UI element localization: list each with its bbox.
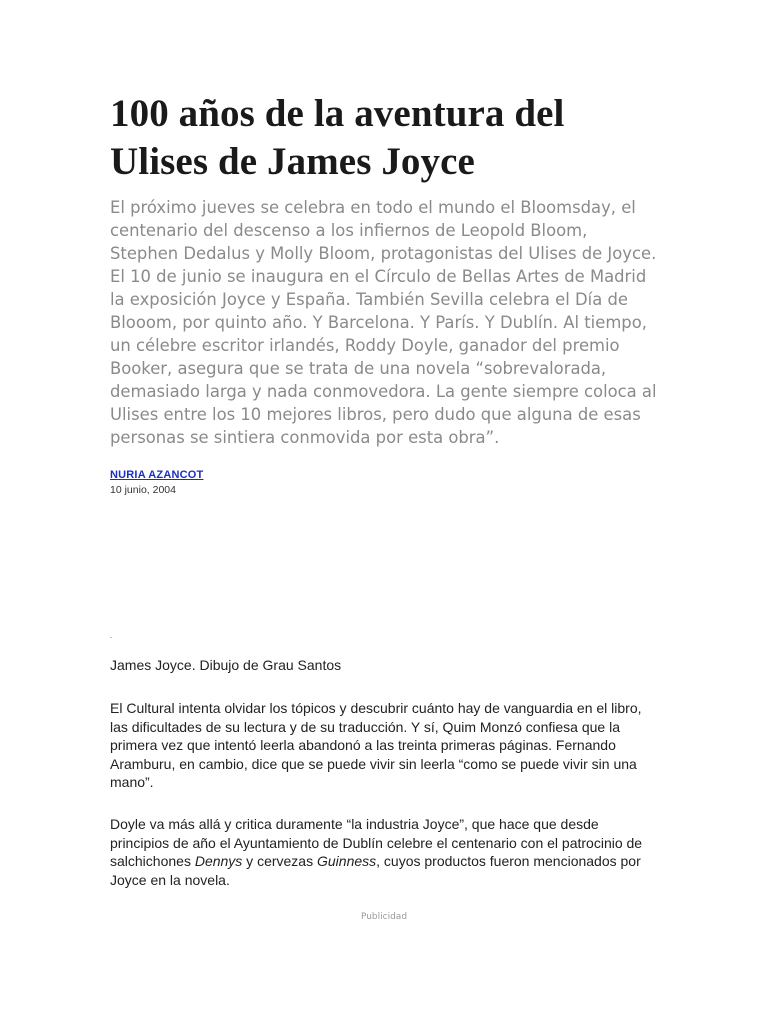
publish-date: 10 junio, 2004 [110,484,176,496]
body-paragraph [110,815,655,889]
body-paragraph: El Cultural intenta olvidar los tópicos y descubrir cuánto hay de vanguardia en el libro, las dificultades de su lectura y de su traducción. Y sí, Quim Monzó confiesa que la primera vez que intentó leerla abandonó a las treinta primeras páginas. Fernando Aramburu, en cambio, dice que se puede vivir sin leerla “como se puede vivir sin una mano”. [110,700,642,791]
article-lede: El próximo jueves se celebra en todo el mundo el Bloomsday, el centenario del descenso a los infiernos de Leopold Bloom, Stephen Dedalus y Molly Bloom, protagonistas del Ulises de Joyce. El 10 de junio se inaugura en el Círculo de Bellas Artes de Madrid la exposición Joyce y España. También Sevilla celebra el Día de Blooom, por quinto año. Y Barcelona. Y París. Y Dublín. Al tiempo, un célebre escritor irlandés, Roddy Doyle, ganador del premio Booker, asegura que se trata de una novela “sobrevalorada, demasiado larga y nada conmovedora. La gente siempre coloca al Ulises entre los 10 mejores libros, pero dudo que alguna de esas personas se sintiera conmovida por esta obra”. [110,198,657,447]
paragraph-text: Doyle va más allá y critica duramente “la industria Joyce”, que hace que desde principios de año el Ayuntamiento de Dublín celebre el centenario con el patrocinio de salchichones [110,816,643,870]
paragraph-text: y cervezas [242,853,317,870]
image-placeholder-marker: . [110,631,113,640]
article-image [110,520,660,642]
paragraph-text: , cuyos productos fueron mencionados por Joyce en la novela. [110,853,641,888]
article-header [110,90,660,497]
image-caption: James Joyce. Dibujo de Grau Santos [110,657,342,673]
author-link[interactable]: NURIA AZANCOT [110,469,204,481]
article-headline: 100 años de la aventura del Ulises de James Joyce [110,92,565,183]
brand-name-guinness: Guinness [317,853,377,870]
ad-label: Publicidad [360,912,408,922]
byline [110,465,660,497]
brand-name-dennys: Dennys [194,853,243,870]
